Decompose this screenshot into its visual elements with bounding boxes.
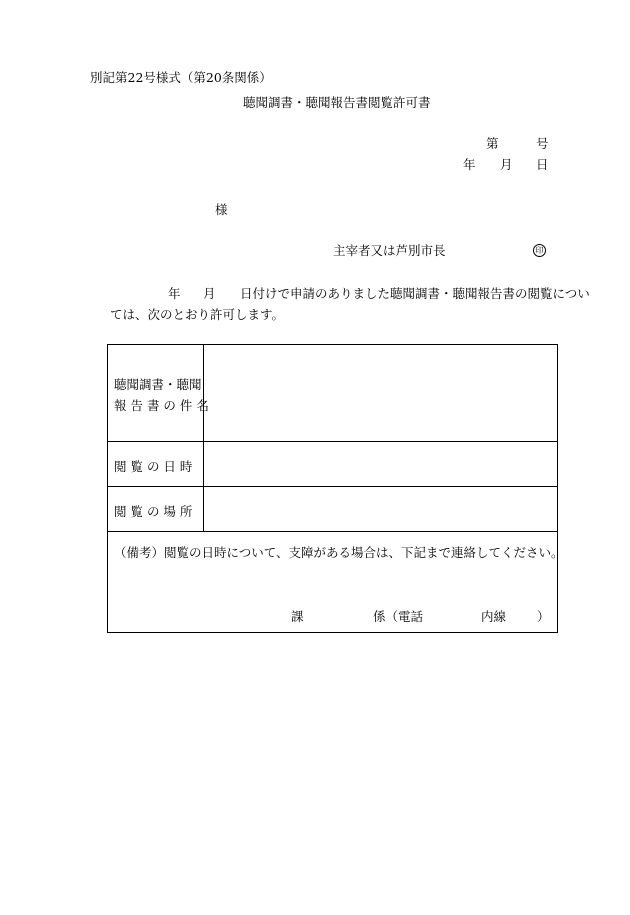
issuer-name: 主宰者又は芦別市長 (333, 243, 446, 258)
row-divider-3 (108, 531, 557, 532)
row1-label-line1: 聴聞調書・聴聞 (114, 377, 202, 392)
row3-value-field[interactable] (208, 490, 548, 526)
recipient-suffix: 様 (215, 202, 228, 217)
number-go: 号 (536, 136, 549, 151)
seal-mark (533, 241, 546, 257)
row-divider-1 (108, 441, 557, 442)
form-reference: 別記第22号様式（第20条関係） (90, 70, 272, 85)
document-title: 聴聞調書・聴聞報告書閲覧許可書 (243, 95, 431, 110)
body-year: 年 (168, 286, 181, 301)
body-line1-rest: 日付けで申請のありました聴聞調書・聴聞報告書の閲覧につい (240, 286, 590, 301)
date-day: 日 (536, 157, 549, 172)
body-line2: ては、次のとおり許可します。 (110, 307, 285, 322)
row1-label-line2: 報 告 書 の 件 名 (114, 398, 209, 413)
remarks-text: （備考）閲覧の日時について、支障がある場合は、下記まで連絡してください。 (114, 545, 564, 560)
row2-value-field[interactable] (208, 445, 548, 481)
body-month: 月 (203, 286, 216, 301)
date-year: 年 (463, 157, 476, 172)
label-column-divider (203, 345, 204, 531)
contact-close: ） (537, 609, 550, 624)
row1-value-field[interactable] (208, 353, 548, 433)
seal-icon: 印 (533, 244, 546, 257)
row3-label: 閲 覧 の 場 所 (114, 504, 193, 519)
contact-naisen: 内線 (481, 609, 507, 624)
contact-kakari: 係（電話 (373, 609, 424, 624)
number-dai: 第 (486, 136, 499, 151)
row2-label: 閲 覧 の 日 時 (114, 459, 193, 474)
row-divider-2 (108, 486, 557, 487)
contact-ka: 課 (291, 609, 304, 624)
date-month: 月 (500, 157, 513, 172)
permit-table (107, 344, 564, 633)
